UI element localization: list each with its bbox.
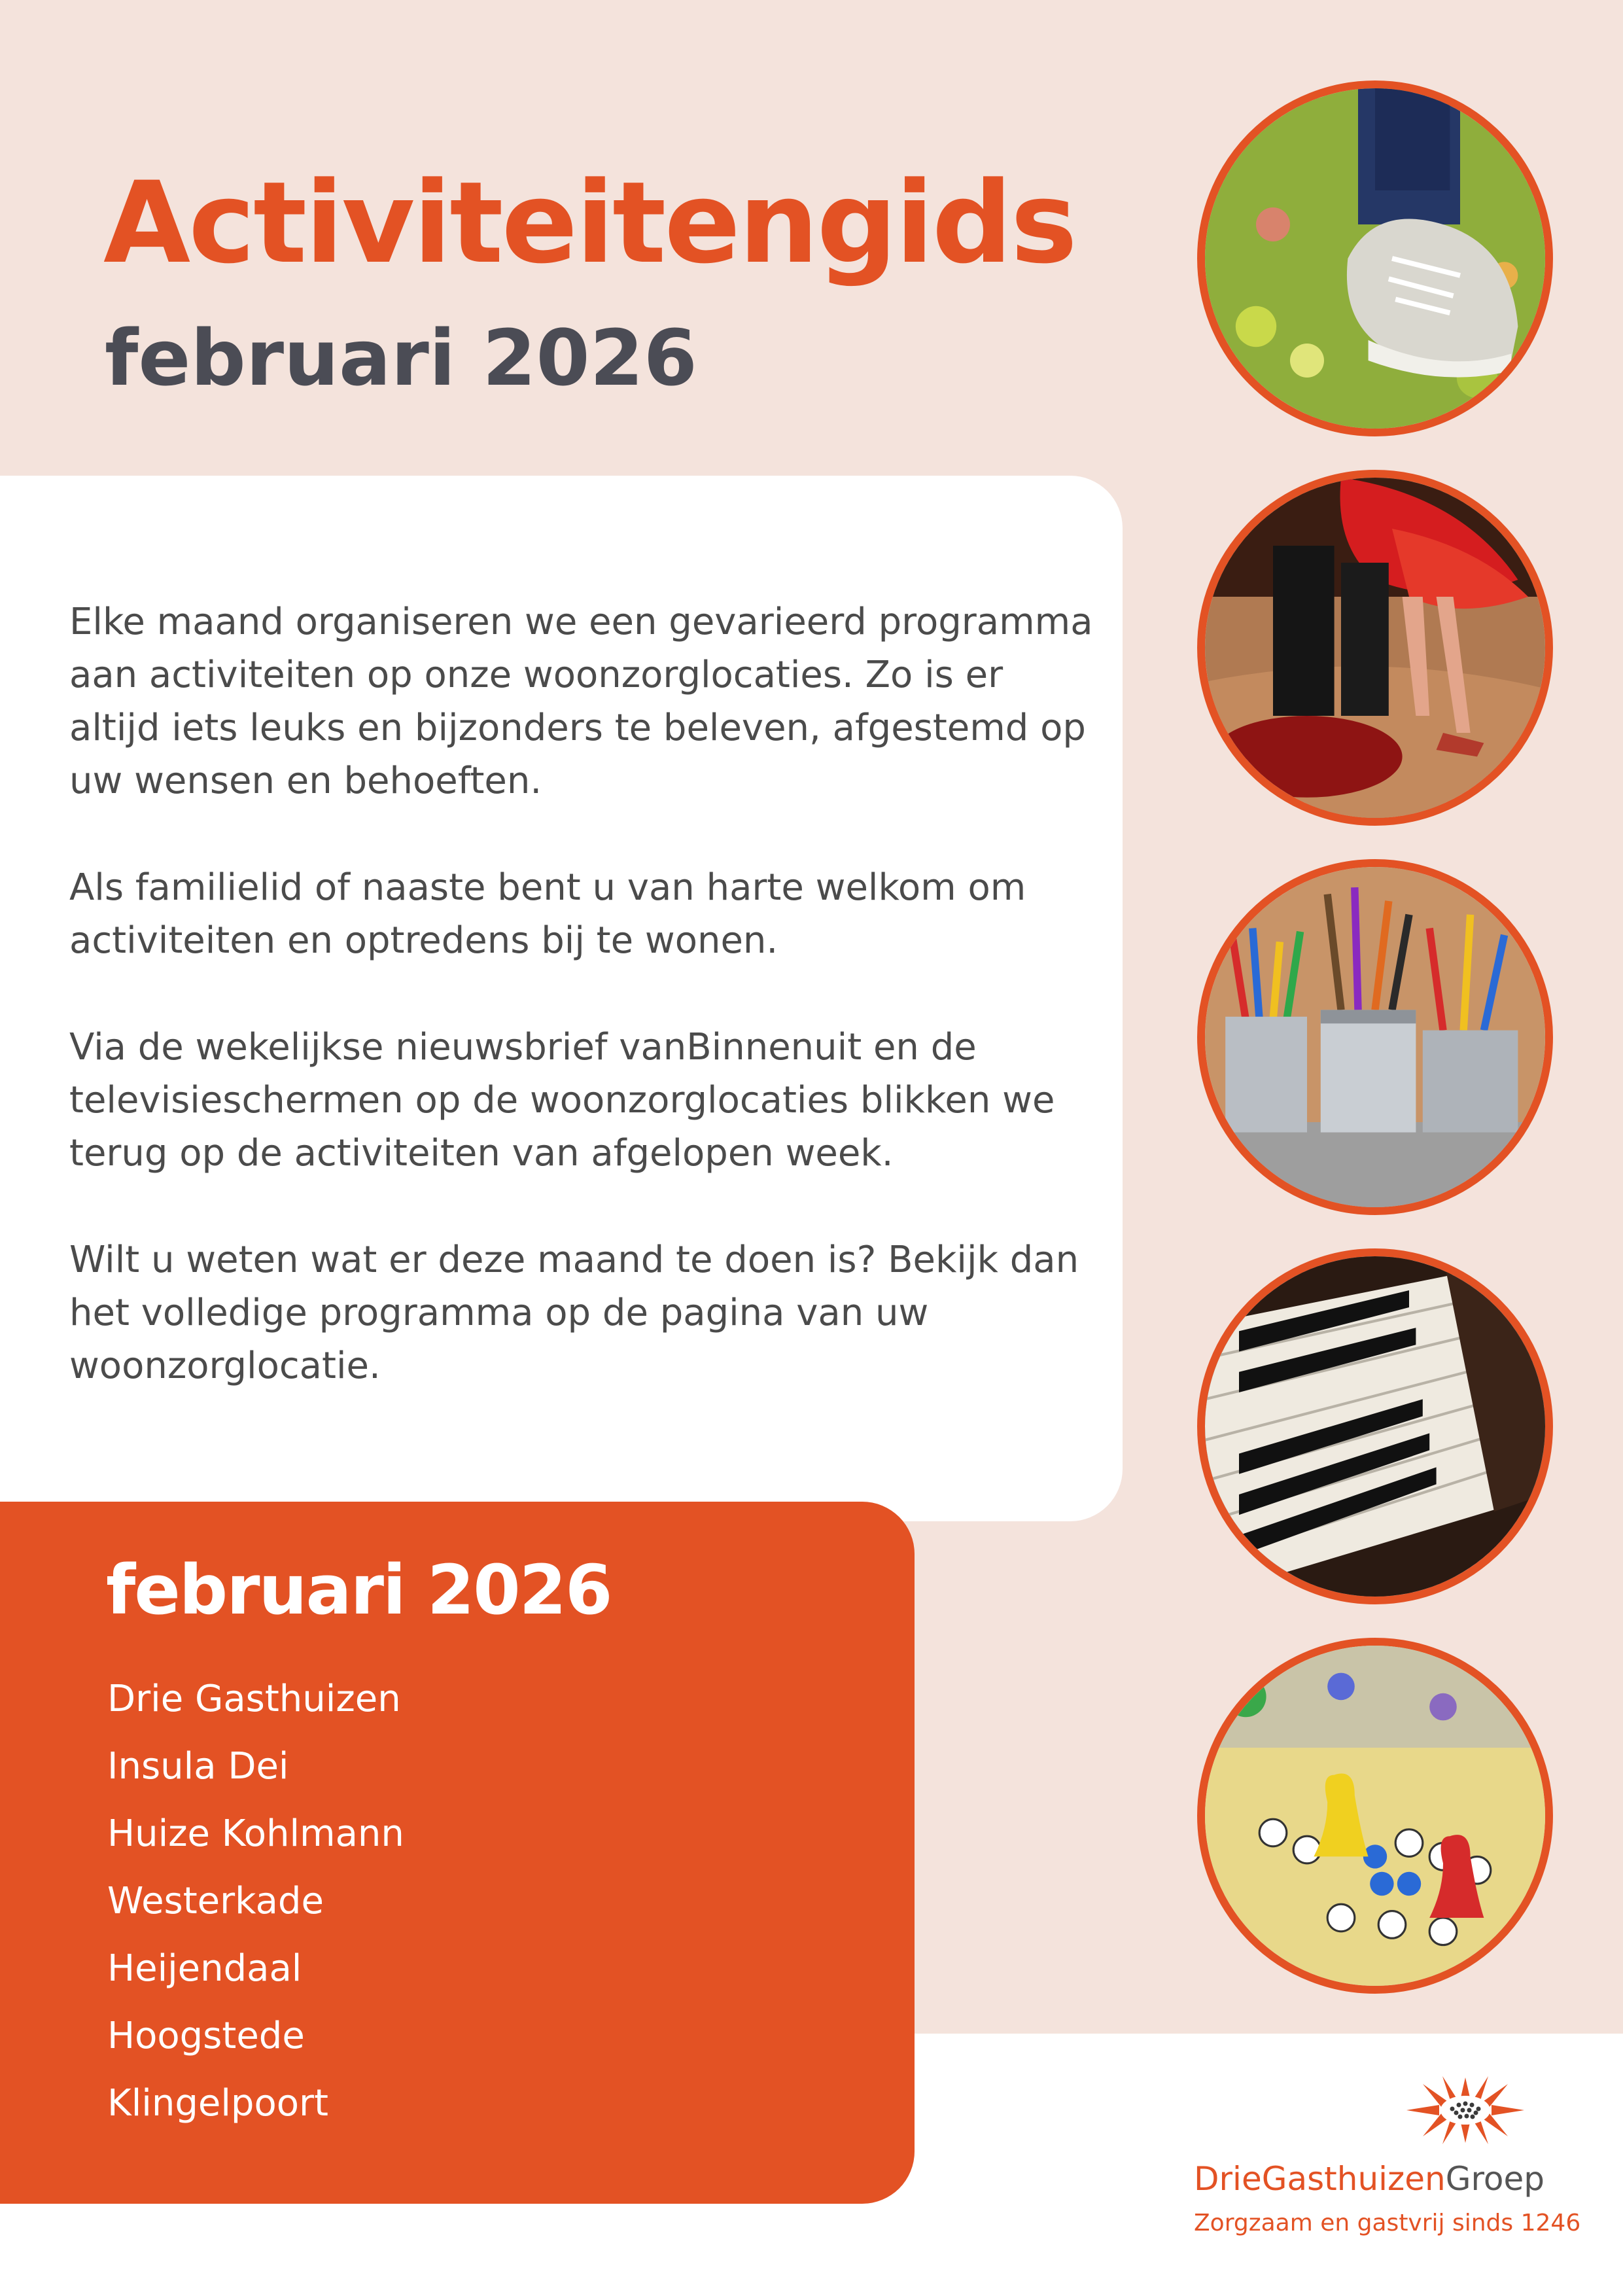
- intro-paragraph: Elke maand organiseren we een gevarieerd programma aan activiteiten op onze woonzorglocaties. Zo is er altijd iets leuks en bijzonders te beleven, afgestemd op uw wensen en behoeften.: [69, 601, 1093, 802]
- sunflower-logo-icon: [1400, 2071, 1531, 2149]
- intro-paragraph: Via de wekelijkse nieuwsbrief vanBinnenuit en de televisieschermen op de woonzorglocaties blikken we terug op de activiteiten van afgelopen week.: [69, 1026, 1055, 1174]
- logo-tagline: Zorgzaam en gastvrij sinds 1246: [1194, 2210, 1581, 2236]
- location-item[interactable]: Insula Dei: [107, 1745, 289, 1788]
- page-subtitle: februari 2026: [105, 313, 697, 403]
- piano-keys-photo: [1197, 1248, 1553, 1604]
- logo-name: [1194, 2160, 1545, 2198]
- location-item[interactable]: Heijendaal: [107, 1947, 302, 1990]
- logo-name-part1: DrieGasthuizen: [1194, 2160, 1446, 2198]
- logo-name-part2: Groep: [1445, 2160, 1545, 2198]
- location-item[interactable]: Huize Kohlmann: [107, 1812, 404, 1855]
- intro-paragraph: Als familielid of naaste bent u van harte welkom om activiteiten en optredens bij te wonen.: [69, 866, 1026, 962]
- locations-title: februari 2026: [106, 1550, 612, 1630]
- location-item[interactable]: Westerkade: [107, 1880, 324, 1922]
- intro-paragraph: Wilt u weten wat er deze maand te doen is? Bekijk dan het volledige programma op de pagina van uw woonzorglocatie.: [69, 1239, 1079, 1387]
- location-item[interactable]: Drie Gasthuizen: [107, 1678, 401, 1720]
- board-game-photo: [1197, 1638, 1553, 1994]
- location-item[interactable]: Klingelpoort: [107, 2082, 328, 2125]
- locations-list: [107, 1676, 404, 2148]
- dancing-photo: [1197, 470, 1553, 826]
- intro-text: [69, 595, 1103, 1446]
- organization-logo: [1164, 2071, 1581, 2241]
- art-supplies-photo: [1197, 859, 1553, 1215]
- location-item[interactable]: Hoogstede: [107, 2015, 305, 2057]
- page-title: Activiteitengids: [103, 157, 1076, 289]
- walking-shoe-photo: [1197, 80, 1553, 436]
